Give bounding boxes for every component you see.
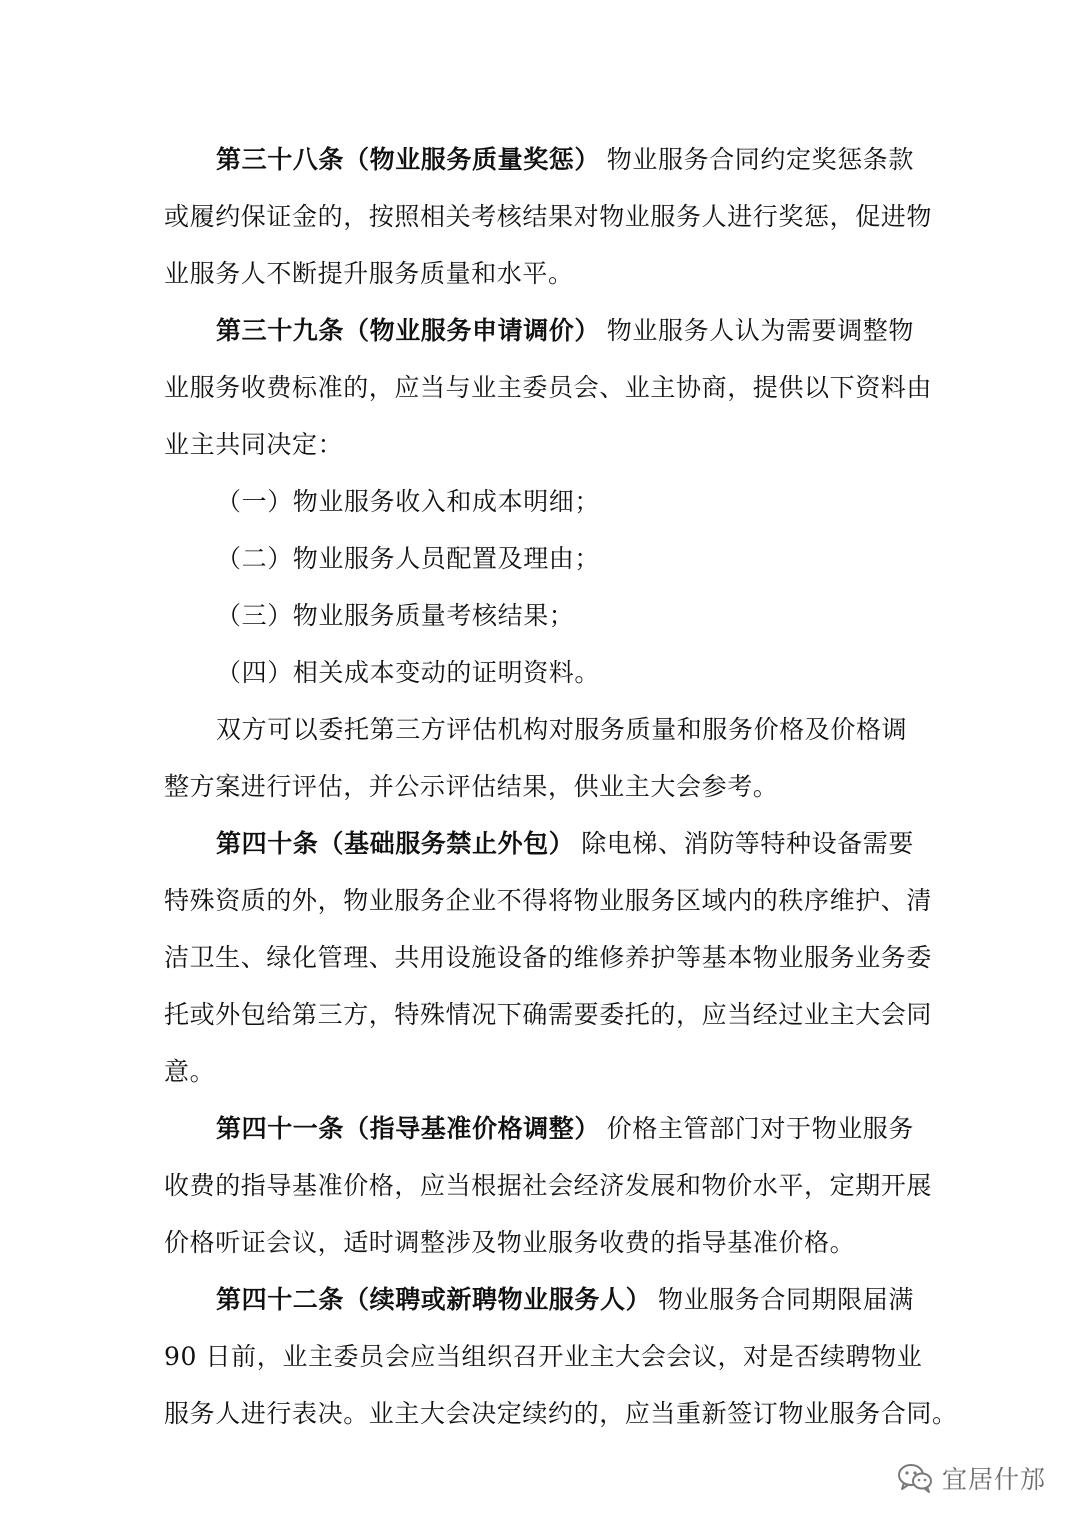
article-41-line: 收费的指导基准价格，应当根据社会经济发展和物价水平，定期开展 (164, 1171, 933, 1200)
article-42-line: 服务人进行表决。业主大会决定续约的，应当重新签订物业服务合同。 (164, 1399, 958, 1428)
article-39-item: （四）相关成本变动的证明资料。 (216, 658, 601, 687)
watermark (896, 1458, 1046, 1498)
article-39-line: 业主共同决定： (164, 430, 344, 459)
article-42-line: 90 日前，业主委员会应当组织召开业主大会会议，对是否续聘物业 (164, 1342, 923, 1371)
article-40-line: 意。 (164, 1057, 216, 1086)
article-40-line: 托或外包给第三方，特殊情况下确需要委托的，应当经过业主大会同 (164, 1000, 933, 1029)
article-39-heading: 第三十九条（物业服务申请调价） (216, 316, 601, 345)
article-42-first-line (216, 1284, 914, 1316)
article-39-line: 业服务收费标准的，应当与业主委员会、业主协商，提供以下资料由 (164, 373, 933, 402)
article-41-heading: 第四十一条（指导基准价格调整） (216, 1114, 601, 1143)
article-38-line: 或履约保证金的，按照相关考核结果对物业服务人进行奖惩，促进物 (164, 202, 933, 231)
article-38-text: 物业服务合同约定奖惩条款 (606, 145, 914, 174)
article-39-text: 物业服务人认为需要调整物 (606, 316, 914, 345)
article-40-text: 除电梯、消防等特种设备需要 (581, 829, 914, 858)
article-41-line: 价格听证会议，适时调整涉及物业服务收费的指导基准价格。 (164, 1228, 856, 1257)
article-39-item: （二）物业服务人员配置及理由； (216, 544, 601, 573)
article-42-text: 物业服务合同期限届满 (657, 1285, 914, 1314)
article-39-paragraph-line: 整方案进行评估，并公示评估结果，供业主大会参考。 (164, 772, 779, 801)
article-39-item: （三）物业服务质量考核结果； (216, 601, 575, 630)
article-38-first-line (216, 144, 914, 176)
article-39-paragraph-line: 双方可以委托第三方评估机构对服务质量和服务价格及价格调 (216, 715, 908, 744)
article-40-line: 洁卫生、绿化管理、共用设施设备的维修养护等基本物业服务业务委 (164, 943, 933, 972)
article-39-item: （一）物业服务收入和成本明细； (216, 487, 601, 516)
watermark-text: 宜居什邡 (942, 1465, 1047, 1494)
article-41-first-line (216, 1113, 914, 1145)
article-41-text: 价格主管部门对于物业服务 (606, 1114, 914, 1143)
wechat-icon (896, 1462, 934, 1494)
article-40-heading: 第四十条（基础服务禁止外包） (216, 829, 575, 858)
article-42-heading: 第四十二条（续聘或新聘物业服务人） (216, 1285, 652, 1314)
article-40-first-line (216, 828, 914, 860)
article-38-heading: 第三十八条（物业服务质量奖惩） (216, 145, 601, 174)
article-38-line: 业服务人不断提升服务质量和水平。 (164, 259, 574, 288)
article-40-line: 特殊资质的外，物业服务企业不得将物业服务区域内的秩序维护、清 (164, 886, 933, 915)
article-39-first-line (216, 315, 914, 347)
